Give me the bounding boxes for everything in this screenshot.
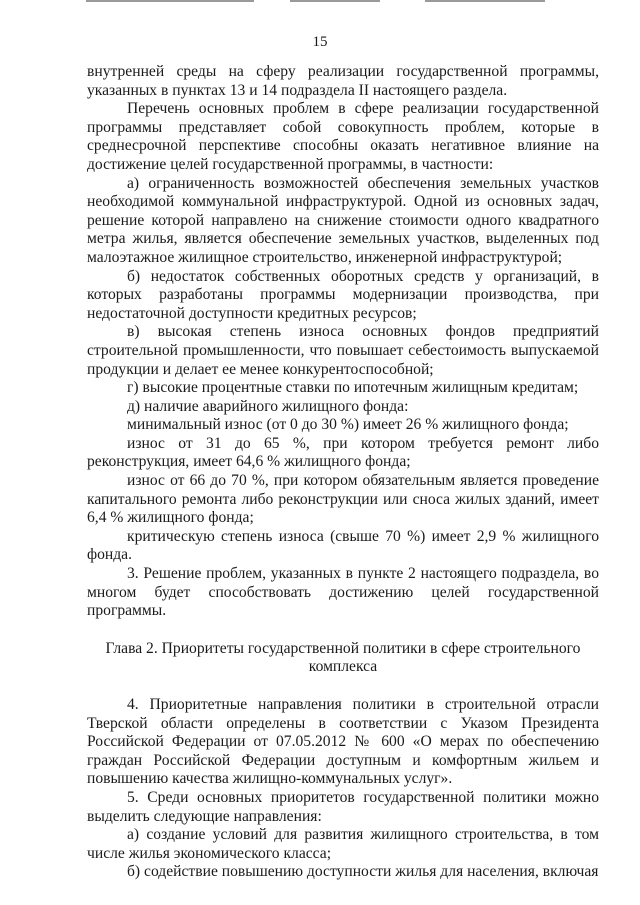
- top-edge-line: [86, 0, 254, 2]
- paragraph: износ от 31 до 65 %, при котором требуется ремонт либо реконструкция, имеет 64,6 % жилищного фонда;: [87, 434, 599, 471]
- paragraph: внутренней среды на сферу реализации государственной программы, указанных в пунктах 13 и 14 подраздела II настоящего раздела.: [87, 63, 599, 99]
- page-number: 15: [312, 34, 328, 50]
- paragraph: а) создание условий для развития жилищного строительства, в том числе жилья экономического класса;: [87, 826, 599, 862]
- paragraph: 4. Приоритетные направления политики в строительной отрасли Тверской области определены в соответствии с Указом Президента Российской Федерации от 07.05.2012 № 600 «О мерах по обеспечению граждан Российской Федерации доступным и комфортным жильем и повышению качества жилищно-коммунальных услуг».: [87, 696, 599, 788]
- paragraph: а) ограниченность возможностей обеспечения земельных участков необходимой коммунальной инфраструктурой. Одной из основных задач, решение которой направлено на снижение стоимости одного квадратного метра жилья, является обеспечение земельных участков, выделенных под малоэтажное жилищное строительство, инженерной инфраструктурой;: [87, 174, 599, 266]
- paragraph: б) содействие повышению доступности жилья для населения, включая: [127, 863, 599, 881]
- top-edge-line: [425, 0, 545, 2]
- paragraph: б) недостаток собственных оборотных средств у организаций, в которых разработаны программы модернизации производства, при недостаточной доступности кредитных ресурсов;: [87, 267, 599, 322]
- paragraph: в) высокая степень износа основных фондов предприятий строительной промышленности, что повышает себестоимость выпускаемой продукции и делает ее менее конкурентоспособной;: [87, 323, 599, 378]
- paragraph: износ от 66 до 70 %, при котором обязательным является проведение капитального ремонта либо реконструкции или сноса жилых зданий, имеет 6,4 % жилищного фонда;: [87, 472, 599, 527]
- paragraph: 3. Решение проблем, указанных в пункте 2 настоящего подраздела, во многом будет способствовать достижению целей государственной программы.: [87, 565, 599, 620]
- paragraph: д) наличие аварийного жилищного фонда:: [127, 397, 409, 415]
- paragraph: минимальный износ (от 0 до 30 %) имеет 26 % жилищного фонда;: [127, 416, 569, 434]
- paragraph: 5. Среди основных приоритетов государственной политики можно выделить следующие направления:: [87, 788, 599, 825]
- paragraph: Перечень основных проблем в сфере реализации государственной программы представляет собой совокупность проблем, которые в среднесрочной перспективе способны оказать негативное влияние на достижение целей государственной программы, в частности:: [87, 100, 599, 173]
- document-body: [87, 63, 599, 882]
- chapter-heading: Глава 2. Приоритеты государственной политики в сфере строительного комплекса: [105, 639, 581, 676]
- paragraph: критическую степень износа (свыше 70 %) имеет 2,9 % жилищного фонда.: [87, 527, 599, 564]
- paragraph: г) высокие процентные ставки по ипотечным жилищным кредитам;: [127, 379, 579, 397]
- top-edge-line: [290, 0, 380, 2]
